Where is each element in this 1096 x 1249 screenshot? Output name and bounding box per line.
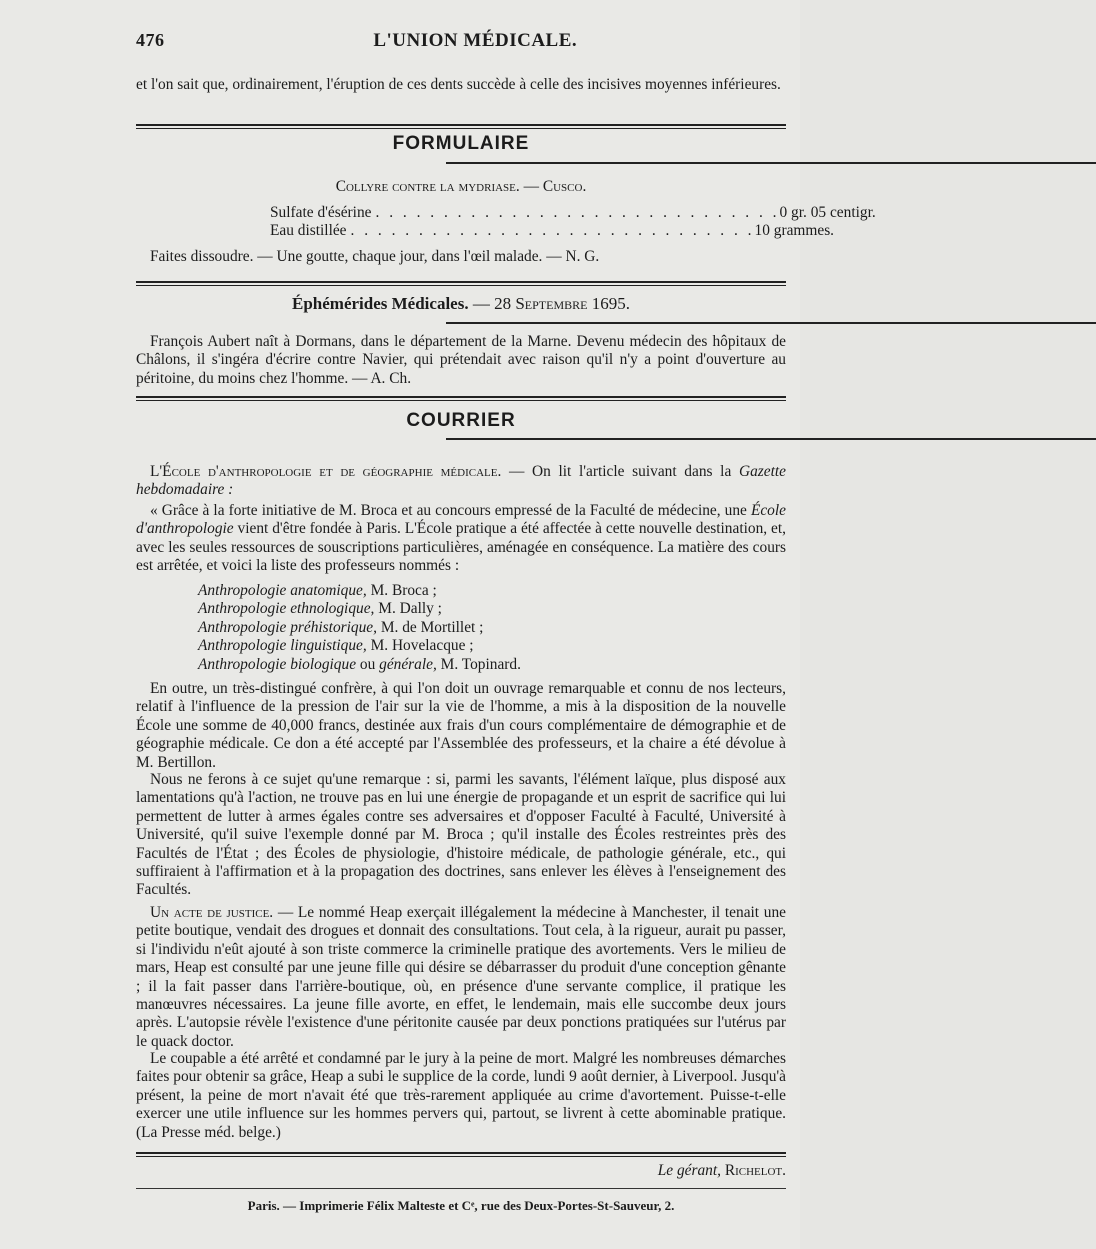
- professor-list: [136, 582, 786, 674]
- recipe-author: — Cusco.: [523, 178, 587, 195]
- formulaire-title: FORMULAIRE: [392, 133, 530, 154]
- recipe-title: [136, 178, 786, 196]
- ingredient-name: Sulfate d'ésérine: [270, 204, 372, 221]
- ingredient-dose: 10 grammes.: [754, 222, 835, 239]
- article1-para1-b: vient d'être fondée à Paris. L'École pratique a été affectée à cette nouvelle destination, et, avec les seules ressources de souscriptions particulières, aménagée en conséquence. La matière des cours est arrêtée, et voici la liste des professeurs nommés :: [136, 520, 786, 575]
- course-name-alt: générale,: [379, 655, 437, 673]
- ingredient-dose: 0 gr. 05 centigr.: [779, 204, 876, 221]
- professor-name: M. Topinard.: [436, 655, 521, 673]
- signature-role: Le gérant,: [657, 1162, 721, 1179]
- article1-para1-ital: École d'anthropologie: [136, 502, 786, 538]
- professor-name: M. Broca ;: [366, 582, 437, 599]
- leader-dots: . . . . . . . . . . . . . . . . . . . . . . . . . . . . . .: [350, 222, 755, 239]
- article2-para2: Le coupable a été arrêté et condamné par le jury à la peine de mort. Malgré les nombreuses démarches faites pour obtenir sa grâce, Heap a subi le supplice de la corde, lundi 9 août dernier, à Liverpool. Jusqu'à présent, la peine de mort n'avait été que très-rarement appliquée au crime d'avortement. Puisse-t-elle exercer une utile influence sur les hommes pervers qui, partout, se livrent à cette abominable pratique. (La Presse méd. belge.): [136, 1050, 786, 1141]
- professor-name: M. Hovelacque ;: [366, 637, 474, 655]
- course-name: Anthropologie ethnologique,: [198, 600, 375, 618]
- professor-item: [136, 619, 786, 637]
- professor-item: [136, 582, 786, 600]
- ephemerides-heading: [136, 295, 786, 313]
- ingredient-name: Eau distillée: [270, 222, 347, 239]
- article1-para2: En outre, un très-distingué confrère, à qui l'on doit un ouvrage remarquable et connu de nos lecteurs, relatif à l'influence de la pression de l'air sur la vie de l'homme, a mis à la disposition de la nouvelle École une somme de 40,000 francs, destinée aux frais d'un cours complémentaire de démographie et de géographie médicale. Ce don a été accepté par l'Assemblée des professeurs, et la chaire a été dévolue à M. Bertillon.: [136, 680, 786, 771]
- short-rule: [446, 162, 1096, 164]
- recipe-ingredients: [270, 204, 876, 240]
- course-name: Anthropologie linguistique,: [198, 637, 367, 655]
- professor-name: M. de Mortillet ;: [376, 618, 484, 636]
- intro-paragraph: et l'on sait que, ordinairement, l'éruption de ces dents succède à celle des incisives moyennes inférieures.: [136, 76, 781, 93]
- footer-rule: [136, 1188, 786, 1189]
- journal-title: L'UNION MÉDICALE.: [373, 30, 578, 51]
- double-rule: [136, 1152, 786, 1157]
- article1-source: Gazette hebdomadaire :: [136, 463, 786, 499]
- article2-lead: Un acte de justice.: [150, 904, 274, 921]
- article1-para3: Nous ne ferons à ce sujet qu'une remarque : si, parmi les savants, l'élément laïque, plus disposé aux lamentations qu'à l'action, ne trouve pas en lui une énergie de propagande et un esprit de sacrifice qui lui permettent de lutter à armes égales contre ses adversaires et d'opposer Faculté à Faculté, Université à Université, qu'il suive l'exemple donné par M. Broca ; qu'il installe des Écoles restreintes près des Facultés de l'État ; des Écoles de physiologie, d'histoire médicale, de pathologie générale, etc., qui suffiraient à l'affirmation et à la propagation des doctrines, sans enlever les élèves à l'enseignement des Facultés.: [136, 771, 786, 899]
- article1-para1: [136, 502, 786, 576]
- course-name: Anthropologie anatomique,: [198, 582, 367, 599]
- recipe-title-main: Collyre contre la mydriase.: [335, 178, 520, 195]
- professor-item: [136, 637, 786, 655]
- short-rule: [446, 438, 1096, 440]
- double-rule: [136, 281, 786, 286]
- article2-para1-text: — Le nommé Heap exerçait illégalement la médecine à Manchester, il tenait une petite boutique, vendait des drogues et donnait des consultations. Tout cela, à la rigueur, aurait pu passer, si l'individu n'eût ajouté à son triste commerce la criminelle pratique des avortements. Vers le milieu de mars, Heap est consulté par une jeune fille qui désire se débarrasser du produit d'une conception gênante ; il la fait passer dans l'arrière-boutique, où, en présence d'une servante complice, il pratique les manœuvres nécessaires. La jeune fille avorte, en effet, le lendemain, mais elle succombe deux jours après. L'autopsie révèle l'existence d'une péritonite causée par deux ponctions pratiquées sur l'utérus par le quack doctor.: [136, 904, 786, 1050]
- course-name: Anthropologie préhistorique,: [198, 618, 377, 636]
- ephemerides-date: — 28 Septembre 1695.: [472, 294, 630, 313]
- ephemerides-title: Éphémérides Médicales.: [292, 294, 469, 313]
- imprint: Paris. — Imprimerie Félix Malteste et Cᵉ, rue des Deux-Portes-St-Sauveur, 2.: [247, 1198, 675, 1213]
- article2-para1: [136, 904, 786, 1051]
- double-rule: [136, 124, 786, 129]
- article1-lead-paragraph: [136, 463, 786, 500]
- professor-name: M. Dally ;: [374, 600, 442, 618]
- article1-lead-rest: — On lit l'article suivant dans la: [501, 463, 732, 480]
- ingredient-row: [270, 204, 876, 222]
- ephemerides-text: François Aubert naît à Dormans, dans le département de la Marne. Devenu médecin des hôpitaux de Châlons, il s'ingéra d'écrire contre Navier, qui prétendait avec raison qu'il n'y a point d'ouverture au péritoine, du moins chez l'homme. — A. Ch.: [136, 333, 786, 387]
- double-rule: [136, 396, 786, 401]
- article1-lead: L'École d'anthropologie et de géographie médicale.: [150, 463, 502, 480]
- short-rule: [446, 322, 1096, 324]
- page-number: 476: [136, 30, 165, 50]
- professor-item: [136, 600, 786, 618]
- recipe-instruction: Faites dissoudre. — Une goutte, chaque jour, dans l'œil malade. — N. G.: [150, 248, 600, 265]
- signature-name: Richelot.: [720, 1162, 786, 1179]
- article1-para1-a: « Grâce à la forte initiative de M. Broca et au concours empressé de la Faculté de médecine, une: [150, 502, 751, 519]
- ingredient-row: [270, 222, 835, 240]
- professor-item: [136, 656, 786, 674]
- leader-dots: . . . . . . . . . . . . . . . . . . . . . . . . . . . . . .: [375, 204, 780, 221]
- professor-conjunction: ou: [356, 655, 380, 673]
- courrier-title: COURRIER: [406, 410, 516, 431]
- page-header: [136, 30, 786, 52]
- signature: [136, 1162, 796, 1180]
- course-name: Anthropologie biologique: [198, 655, 357, 673]
